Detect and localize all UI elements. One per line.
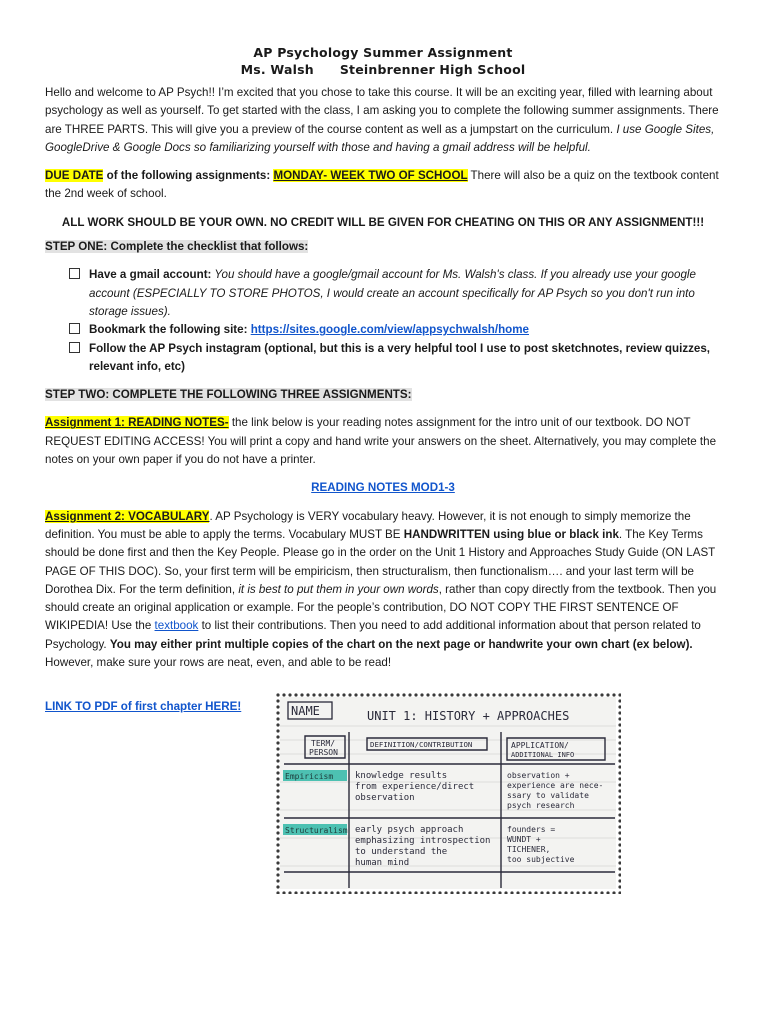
checklist xyxy=(45,266,721,376)
row-application-line: ssary to validate xyxy=(507,791,589,801)
column-term-header: PERSON xyxy=(309,748,338,758)
row-term: Empiricism xyxy=(285,772,334,782)
reading-notes-link[interactable]: READING NOTES MOD1-3 xyxy=(311,481,455,495)
checklist-item-bookmark xyxy=(69,321,721,339)
pdf-chapter-link[interactable]: LINK TO PDF of first chapter HERE! xyxy=(45,700,242,714)
checklist-label: Have a gmail account: xyxy=(89,268,212,282)
assignment-2-italic: it is best to put them in your own words xyxy=(238,582,439,596)
due-date-label: DUE DATE xyxy=(45,169,104,183)
row-application-line: psych research xyxy=(507,801,575,811)
checklist-text xyxy=(89,321,721,339)
document-title xyxy=(45,44,721,78)
row-definition-line: from experience/direct xyxy=(355,782,475,793)
due-date-middle: of the following assignments: xyxy=(103,169,274,183)
checklist-label: Bookmark the following site: xyxy=(89,323,251,337)
checkbox[interactable] xyxy=(69,342,80,353)
row-definition-line: knowledge results xyxy=(355,771,448,782)
checklist-item-gmail xyxy=(69,266,721,321)
column-application-header: APPLICATION/ xyxy=(511,741,569,751)
row-application-line: founders = xyxy=(507,825,556,835)
intro-italic-note: I use Google Sites, GoogleDrive & Google Docs so familiarizing yourself with those and having a gmail address will be helpful. xyxy=(45,122,715,154)
chart-header: UNIT 1: HISTORY + APPROACHES xyxy=(367,709,570,724)
due-date-rest: There will also be a quiz on the textbook content the 2nd week of school. xyxy=(45,169,719,201)
assignment-2-bold: You may either print multiple copies of the chart on the next page or handwrite your own chart (ex below). xyxy=(109,637,693,651)
due-date-paragraph xyxy=(45,167,721,204)
intro-paragraph xyxy=(45,84,721,157)
column-term-header: TERM/ xyxy=(311,739,336,749)
name-box-label: NAME xyxy=(291,704,320,719)
row-definition-line: to understand the xyxy=(355,847,448,858)
checklist-text xyxy=(89,266,721,321)
warning-text: ALL WORK SHOULD BE YOUR OWN. NO CREDIT WILL BE GIVEN FOR CHEATING ON THIS OR ANY ASSIGNMENT!!! xyxy=(61,215,705,229)
row-definition-line: observation xyxy=(355,793,415,804)
row-definition-line: human mind xyxy=(355,858,410,869)
column-definition-header: DEFINITION/CONTRIBUTION xyxy=(370,740,473,750)
assignment-2-text: , rather than copy directly from the textbook. Then you should create an original application or example. For the people’s contribution, DO NOT COPY THE FIRST SENTENCE OF WIKIPEDIA! Use the xyxy=(45,582,717,633)
step-one-heading: STEP ONE: Complete the checklist that follows: xyxy=(45,240,309,254)
row-definition-line: emphasizing introspection xyxy=(355,836,491,847)
row-application-line: observation + xyxy=(507,771,570,781)
assignment-2-bold: HANDWRITTEN using blue or black ink xyxy=(403,527,619,541)
textbook-link[interactable]: textbook xyxy=(154,619,199,633)
column-application-header: ADDITIONAL INFO xyxy=(511,751,575,760)
checklist-detail: You should have a google/gmail account for Ms. Walsh's class. If you already use your google account (ESPECIALLY TO STORE PHOTOS, I would create an account specifically for AP Psych so you don't run into storage issues). xyxy=(89,268,696,318)
row-application-line: WUNDT + xyxy=(507,835,541,845)
assignment-2-text: to list their contributions. Then you need to add additional information about that person related to Psychology. xyxy=(45,619,701,651)
document-page xyxy=(45,44,721,902)
checkbox[interactable] xyxy=(69,323,80,334)
checklist-label: Follow the AP Psych instagram (optional, but this is a very helpful tool I use to post sketchnotes, review quizzes, relevant info, etc) xyxy=(89,341,711,373)
title-line: AP Psychology Summer Assignment xyxy=(253,45,513,60)
assignment-2-label: Assignment 2: VOCABULARY xyxy=(45,509,210,523)
row-application-line: too subjective xyxy=(507,855,575,865)
class-site-link[interactable]: https://sites.google.com/view/appsychwalsh/home xyxy=(250,323,529,337)
assignment-2-text: . The Key Terms should be done first and then the Key People. Please go in the order on the Unit 1 History and Approaches Study Guide (ON LAST PAGE OF THIS DOC). So, your first term will be empiricism, then structuralism, then functionalism…. and your last term will be Dorothea Dix. For the term definition, xyxy=(45,527,716,596)
assignment-1-text: the link below is your reading notes assignment for the intro unit of our textbook. DO NOT REQUEST EDITING ACCESS! You will print a copy and hand write your answers on the sheet. Alternatively, you may complete the notes on your own paper if you do not have a printer. xyxy=(45,416,717,467)
example-chart-photo xyxy=(275,692,621,894)
step-two-heading: STEP TWO: COMPLETE THE FOLLOWING THREE ASSIGNMENTS: xyxy=(45,388,412,402)
reading-notes-line xyxy=(45,479,721,497)
assignment-2-text: . AP Psychology is VERY vocabulary heavy. However, it is not enough to simply memorize the definition. You must be able to apply the terms. Vocabulary MUST BE xyxy=(45,509,691,541)
due-date-value: MONDAY- WEEK TWO OF SCHOOL xyxy=(273,169,468,183)
school-name: Steinbrenner High School xyxy=(339,62,526,77)
row-application-line: TICHENER, xyxy=(507,845,551,855)
assignment-2-paragraph xyxy=(45,508,721,673)
row-definition-line: early psych approach xyxy=(355,825,464,836)
step-one-heading-line xyxy=(45,238,721,256)
row-term: Structuralism xyxy=(285,826,348,836)
intro-text: Hello and welcome to AP Psych!! I’m excited that you chose to take this course. It will be an exciting year, filled with learning about psychology as well as yourself. To get started with the class, I am asking you to complete the following summer assignments. There are THREE PARTS. This will give you a preview of the course content as well as a jumpstart on the curriculum. xyxy=(45,86,719,136)
step-two-heading-line xyxy=(45,386,721,404)
teacher-name: Ms. Walsh xyxy=(240,62,314,77)
checkbox[interactable] xyxy=(69,268,80,279)
checklist-item-instagram xyxy=(69,340,721,377)
subtitle-line xyxy=(45,61,721,78)
assignment-1-label: Assignment 1: READING NOTES- xyxy=(45,416,229,430)
bottom-section xyxy=(45,692,721,902)
assignment-2-text: However, make sure your rows are neat, even, and able to be read! xyxy=(45,656,392,670)
row-application-line: experience are nece- xyxy=(507,781,604,791)
assignment-1-paragraph xyxy=(45,414,721,469)
